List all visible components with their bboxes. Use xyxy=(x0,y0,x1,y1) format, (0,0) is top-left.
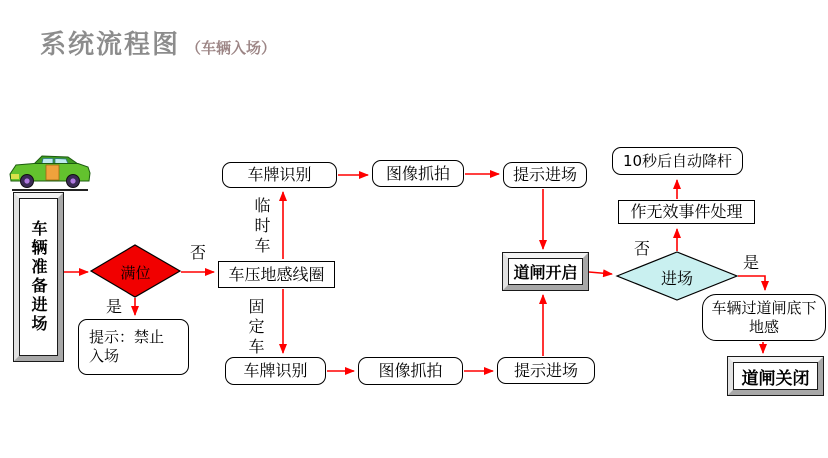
title-main: 系统流程图 xyxy=(40,30,181,60)
label-yes-enter: 是 xyxy=(743,253,760,272)
node-deny-label: 提示：禁止入场 xyxy=(89,328,165,365)
node-prompt-top: 提示进场 xyxy=(503,162,587,188)
node-full-check-label: 满位 xyxy=(120,264,151,282)
node-barrier-open-label: 道闸开启 xyxy=(513,263,578,282)
node-invalid-event: 作无效事件处理 xyxy=(618,200,755,224)
label-fixed-car: 固定车 xyxy=(246,298,265,358)
node-prepare xyxy=(14,193,63,361)
node-capture-bottom: 图像抓拍 xyxy=(358,357,463,385)
node-deny xyxy=(78,319,189,375)
node-plate-top: 车牌识别 xyxy=(222,162,337,188)
title-sub: （车辆入场） xyxy=(186,39,277,57)
node-pass-sensor: 车辆过道闸底下地感 xyxy=(702,294,826,341)
label-no-enter: 否 xyxy=(634,239,651,258)
node-prompt-bottom: 提示进场 xyxy=(497,357,595,384)
label-no-full: 否 xyxy=(190,243,207,262)
node-capture-top: 图像抓拍 xyxy=(372,160,464,187)
edge-enter-pass-sensor xyxy=(738,276,765,290)
node-prepare-label: 车辆准备进场 xyxy=(29,220,48,334)
node-barrier-open xyxy=(503,253,588,290)
node-auto-lower: 10秒后自动降杆 xyxy=(612,147,743,175)
node-enter-check-label: 进场 xyxy=(660,269,693,288)
edge-barrier-open-enter xyxy=(589,272,612,274)
label-temp-car: 临时车 xyxy=(252,197,271,257)
node-plate-bottom: 车牌识别 xyxy=(225,357,326,385)
node-barrier-close-label: 道闸关闭 xyxy=(741,368,810,389)
label-yes-full: 是 xyxy=(106,297,123,316)
node-sensor-coil: 车压地感线圈 xyxy=(218,261,335,288)
node-barrier-close xyxy=(728,357,823,395)
